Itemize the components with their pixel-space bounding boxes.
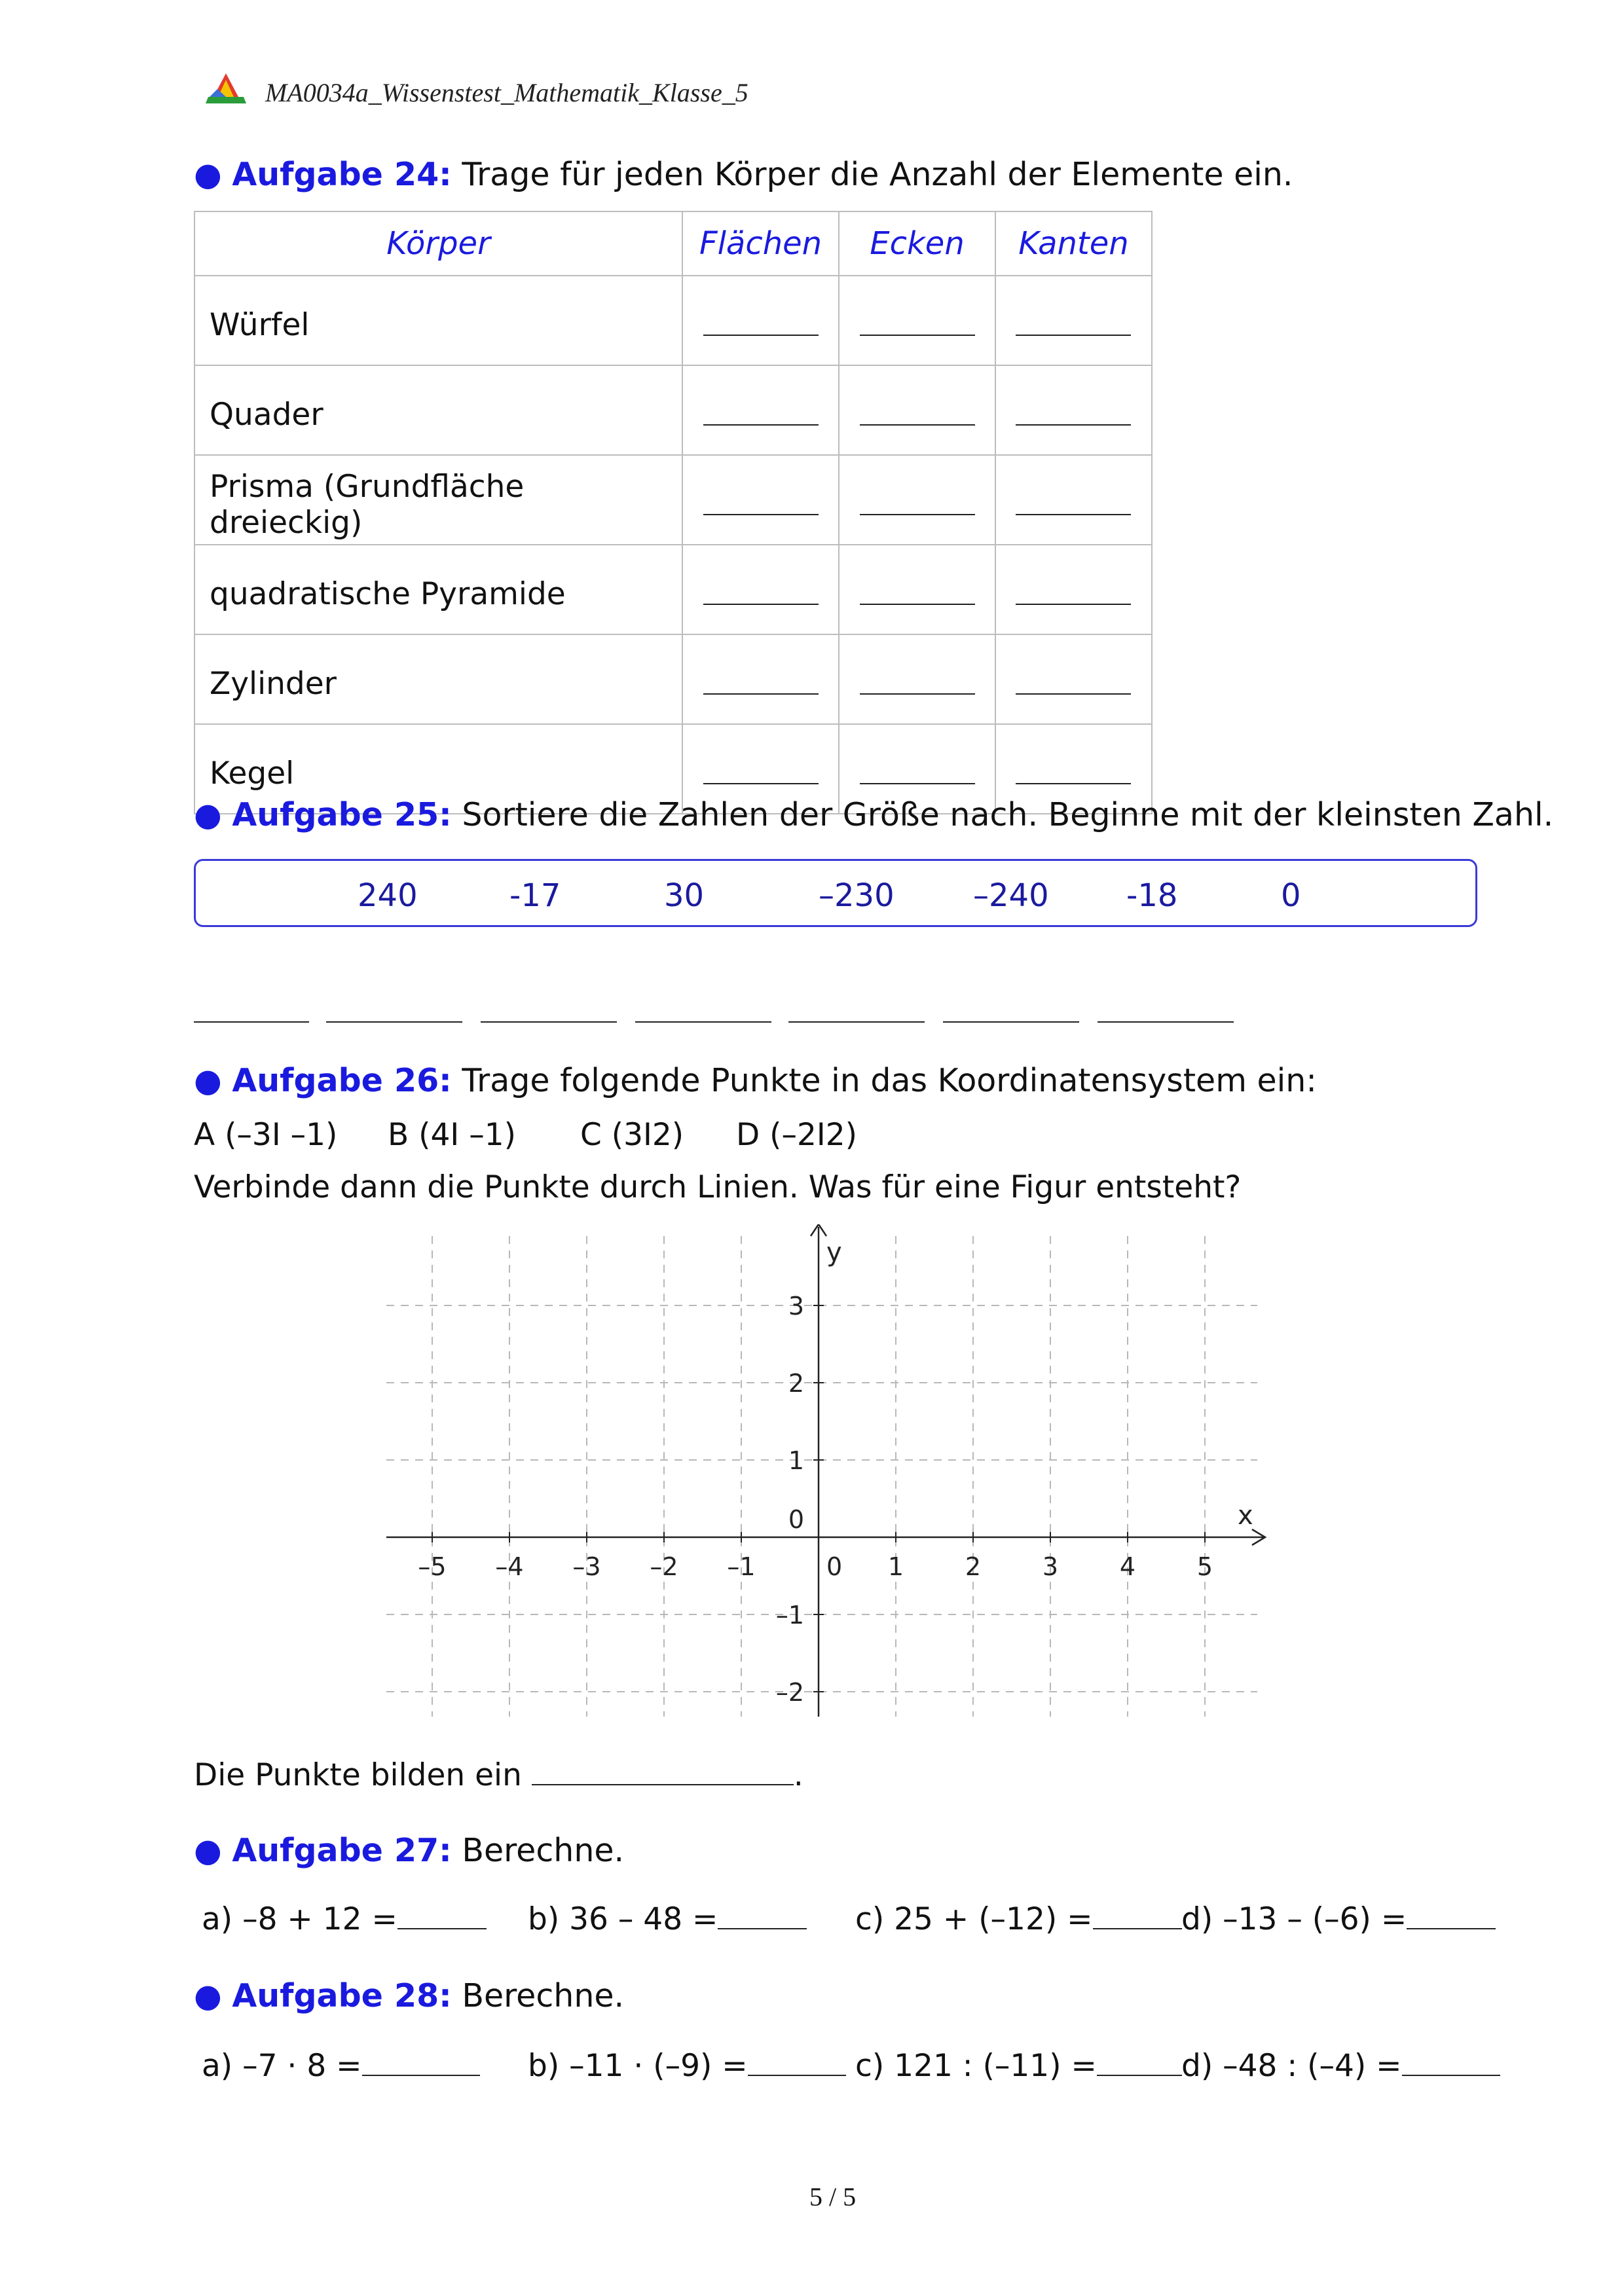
x-tick-label: –2 [650,1552,678,1581]
task-24-heading: ● Aufgabe 24: Trage für jeden Körper die Anzahl der Elemente ein. [194,156,1293,193]
x-tick-label: 1 [887,1552,904,1581]
sort-answer-line[interactable] [481,1021,617,1023]
exercise-letter: b) [528,2048,560,2084]
solids-table [194,211,1153,814]
exercise-27a [202,1901,487,1937]
task-26-instruction: Verbinde dann die Punkte durch Linien. Was für eine Figur entsteht? [194,1169,1242,1205]
exercise-letter: d) [1181,2048,1213,2084]
answer-line[interactable] [748,2075,846,2076]
solid-name: Würfel [194,276,682,365]
column-header: Flächen [682,211,839,276]
answer-line[interactable] [1402,2075,1500,2076]
x-tick-label: 5 [1196,1552,1213,1581]
task-28-heading: ● Aufgabe 28: Berechne. [194,1977,625,2014]
answer-line[interactable] [1093,1928,1182,1929]
y-tick-label: –1 [775,1601,804,1630]
solid-name: Quader [194,365,682,455]
exercise-letter: c) [855,1901,885,1937]
task-28-text: Berechne. [462,1977,625,2014]
number-item: –230 [819,877,895,914]
exercise-expression: –13 – (–6) = [1223,1901,1407,1937]
point-label: A (–3I –1) [194,1117,338,1153]
exercise-28d [1181,2048,1500,2084]
task-26-answer [194,1757,803,1793]
exercise-27c [855,1901,1182,1937]
answer-cell[interactable] [682,365,839,455]
figure-answer-line[interactable] [532,1784,794,1785]
point-label: C (3I2) [580,1117,684,1153]
exercise-28c [855,2048,1182,2084]
answer-line[interactable] [1407,1928,1496,1929]
exercise-28a [202,2048,480,2084]
table-row [194,365,1152,455]
sort-answer-line[interactable] [326,1021,462,1023]
task-28-label: Aufgabe 28: [232,1977,452,2014]
task-25-text: Sortiere die Zahlen der Größe nach. Beginne mit der kleinsten Zahl. [462,796,1554,833]
point-label: B (4I –1) [388,1117,516,1153]
sort-answer-line[interactable] [194,1021,309,1023]
solid-name: Prisma (Grundfläche dreieckig) [194,455,682,545]
exercise-letter: a) [202,1901,233,1937]
page-number: 5 / 5 [809,2182,857,2212]
answer-cell[interactable] [682,276,839,365]
publisher-logo-icon [204,71,248,105]
answer-cell[interactable] [839,365,995,455]
column-header: Kanten [995,211,1152,276]
solid-name: Kegel [194,724,682,814]
exercise-letter: c) [855,2048,885,2084]
answer-cell[interactable] [682,455,839,545]
task-24-label: Aufgabe 24: [232,156,452,193]
task-27-label: Aufgabe 27: [232,1832,452,1869]
number-item: –240 [973,877,1049,914]
column-header: Körper [194,211,682,276]
exercise-27b [528,1901,807,1937]
task-25-heading: ● Aufgabe 25: Sortiere die Zahlen der Größe nach. Beginne mit der kleinsten Zahl. [194,796,1554,833]
exercise-expression: –7 · 8 = [242,2048,362,2084]
answer-cell[interactable] [995,634,1152,724]
exercise-28b [528,2048,846,2084]
table-row [194,634,1152,724]
answer-line[interactable] [397,1928,487,1929]
exercise-expression: 25 + (–12) = [894,1901,1093,1937]
solid-name: Zylinder [194,634,682,724]
task-27-text: Berechne. [462,1832,625,1869]
y-tick-label: 2 [788,1369,804,1398]
answer-cell[interactable] [839,455,995,545]
task-26-heading: ● Aufgabe 26: Trage folgende Punkte in das Koordinatensystem ein: [194,1062,1317,1099]
exercise-letter: b) [528,1901,560,1937]
sort-answer-line[interactable] [1098,1021,1234,1023]
x-tick-label: –1 [727,1552,756,1581]
answer-cell[interactable] [995,545,1152,634]
number-item: 0 [1281,877,1301,914]
answer-cell[interactable] [839,634,995,724]
answer-line[interactable] [1097,2075,1182,2076]
exercise-expression: –8 + 12 = [242,1901,397,1937]
answer-cell[interactable] [995,276,1152,365]
exercise-expression: –11 · (–9) = [569,2048,748,2084]
x-tick-label: –4 [495,1552,524,1581]
exercise-27d [1181,1901,1496,1937]
x-tick-label: 3 [1042,1552,1059,1581]
task-26-label: Aufgabe 26: [232,1062,452,1099]
table-row [194,276,1152,365]
answer-cell[interactable] [839,276,995,365]
answer-cell[interactable] [682,634,839,724]
task-25-label: Aufgabe 25: [232,796,452,833]
number-item: 30 [664,877,705,914]
answer-prefix: Die Punkte bilden ein [194,1757,522,1793]
sort-answer-line[interactable] [943,1021,1079,1023]
x-tick-label: 4 [1119,1552,1136,1581]
y-tick-label: 1 [788,1446,804,1475]
answer-line[interactable] [362,2075,480,2076]
exercise-expression: 36 – 48 = [569,1901,718,1937]
y-tick-label: –2 [775,1678,804,1707]
sort-answer-line[interactable] [788,1021,925,1023]
point-label: D (–2I2) [736,1117,857,1153]
y-tick-label: 0 [788,1505,804,1534]
number-item: 240 [358,877,418,914]
exercise-expression: 121 : (–11) = [894,2048,1097,2084]
coordinate-system[interactable] [367,1224,1270,1728]
x-tick-label: –3 [572,1552,601,1581]
x-axis-label: x [1238,1501,1253,1531]
table-row [194,455,1152,545]
x-tick-label: 2 [965,1552,982,1581]
x-tick-label: –5 [418,1552,447,1581]
exercise-expression: –48 : (–4) = [1223,2048,1402,2084]
exercise-letter: d) [1181,1901,1213,1937]
answer-cell[interactable] [995,365,1152,455]
number-item: -18 [1126,877,1178,914]
table-header-row [194,211,1152,276]
exercise-letter: a) [202,2048,233,2084]
answer-cell[interactable] [995,455,1152,545]
y-tick-label: 3 [788,1292,804,1321]
number-item: -17 [509,877,561,914]
y-axis-label: y [826,1237,842,1267]
answer-cell[interactable] [682,545,839,634]
column-header: Ecken [839,211,995,276]
x-tick-label: 0 [826,1552,843,1581]
sort-answer-line[interactable] [635,1021,771,1023]
answer-cell[interactable] [839,545,995,634]
solid-name: quadratische Pyramide [194,545,682,634]
document-title: MA0034a_Wissenstest_Mathematik_Klasse_5 [265,78,748,107]
task-24-text: Trage für jeden Körper die Anzahl der Elemente ein. [462,156,1293,193]
task-26-text: Trage folgende Punkte in das Koordinatensystem ein: [462,1062,1317,1099]
answer-line[interactable] [718,1928,807,1929]
table-row [194,545,1152,634]
answer-suffix: . [793,1757,803,1793]
task-27-heading: ● Aufgabe 27: Berechne. [194,1832,625,1869]
